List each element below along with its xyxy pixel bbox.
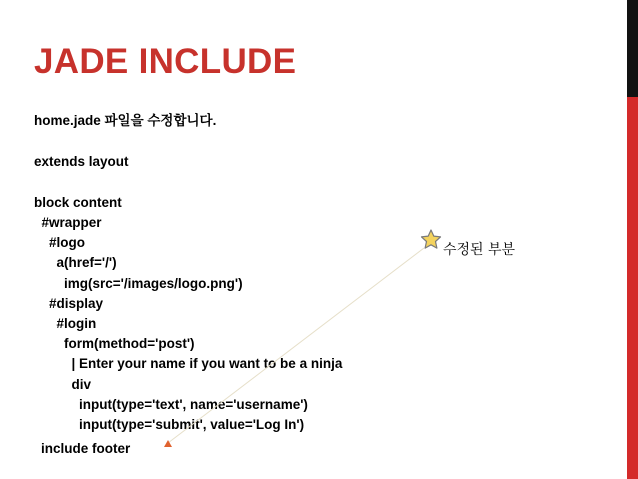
code-line-form: form(method='post') xyxy=(34,336,195,351)
code-line-login: #login xyxy=(34,316,97,331)
code-line-block: block content xyxy=(34,195,122,210)
code-line-anchor: a(href='/') xyxy=(34,255,117,270)
connector-line xyxy=(168,248,424,443)
code-line-logo: #logo xyxy=(34,235,86,250)
code-line-extends: extends layout xyxy=(34,154,129,169)
code-line-include-footer: include footer xyxy=(26,441,131,456)
code-line-input-submit: input(type='submit', value='Log In') xyxy=(34,417,305,432)
annotation-label: 수정된 부분 xyxy=(443,242,516,258)
code-line-pipe-text: | Enter your name if you want to be a ninja xyxy=(34,356,343,371)
star-icon xyxy=(422,230,441,248)
intro-text: home.jade 파일을 수정합니다. xyxy=(34,113,217,128)
code-line-input-text: input(type='text', name='username') xyxy=(34,397,308,412)
code-line-wrapper: #wrapper xyxy=(34,215,102,230)
code-line-img: img(src='/images/logo.png') xyxy=(34,276,243,291)
code-line-display: #display xyxy=(34,296,104,311)
code-line-div: div xyxy=(34,377,92,392)
slide-title: JADE INCLUDE xyxy=(34,42,297,81)
